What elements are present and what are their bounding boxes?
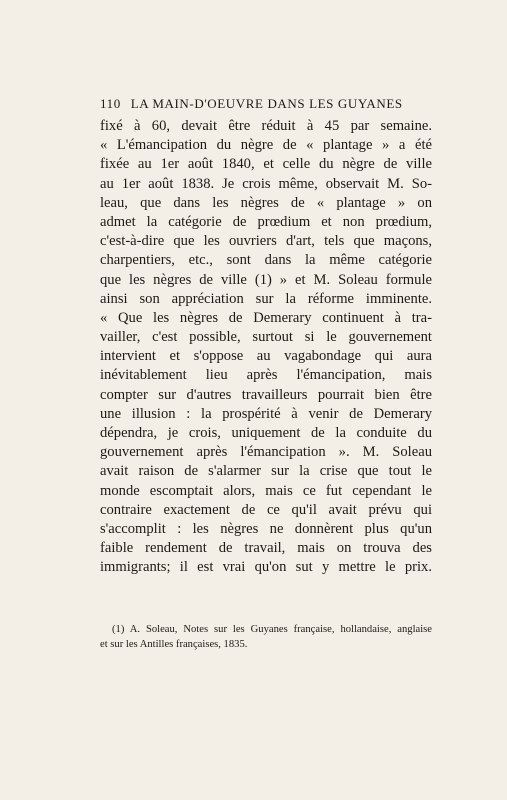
footnote-line: et sur les Antilles françaises, 1835. [100,638,248,650]
text-line: fixée au 1er août 1840, et celle du nègre de ville [100,156,432,173]
text-line: que les nègres de ville (1) » et M. Soleau formule [100,271,432,288]
text-line: charpentiers, etc., sont dans la même catégorie [100,252,432,269]
text-line: avait raison de s'alarmer sur la crise que tout le [100,463,432,480]
text-line: inévitablement lieu après l'émancipation, mais [100,367,432,384]
text-line: « Que les nègres de Demerary continuent à tra- [100,309,432,326]
text-line: immigrants; il est vrai qu'on sut y mettre le prix. [100,559,432,576]
body-text [100,117,432,578]
text-line: leau, que dans les nègres de « plantage » on [100,194,432,211]
text-line: admet la catégorie de prœdium et non prœdium, [100,213,432,230]
text-line: gouvernement après l'émancipation ». M. Soleau [100,444,432,461]
footnote [100,623,432,652]
text-line: « L'émancipation du nègre de « plantage » a été [100,137,432,154]
text-line: s'accomplit : les nègres ne donnèrent plus qu'un [100,520,432,537]
text-line: vailler, c'est possible, surtout si le gouvernement [100,329,432,346]
text-line: ainsi son appréciation sur la réforme imminente. [100,290,432,307]
text-line: faible rendement de travail, mais on trouva des [100,540,432,557]
text-line: au 1er août 1838. Je crois même, observait M. So- [100,175,432,192]
running-title: LA MAIN-D'OEUVRE DANS LES GUYANES [130,96,403,111]
text-line: une illusion : la prospérité à venir de Demerary [100,405,432,422]
text-line: monde escomptait alors, mais ce fut cependant le [100,482,432,499]
footnote-line: (1) A. Soleau, Notes sur les Guyanes française, hollandaise, anglaise [112,624,432,635]
text-line: fixé à 60, devait être réduit à 45 par semaine. [100,118,432,134]
text-line: intervient et s'oppose au vagabondage qui aura [100,348,432,365]
text-line: contraire exactement de ce qu'il avait prévu qui [100,501,432,518]
text-line: compter sur d'autres travailleurs pourrait bien être [100,386,432,403]
text-line: c'est-à-dire que les ouvriers d'art, tels que maçons, [100,233,432,250]
text-line: dépendra, je crois, uniquement de la conduite du [100,425,432,441]
page-number: 110 [100,96,121,111]
running-header [100,96,430,112]
